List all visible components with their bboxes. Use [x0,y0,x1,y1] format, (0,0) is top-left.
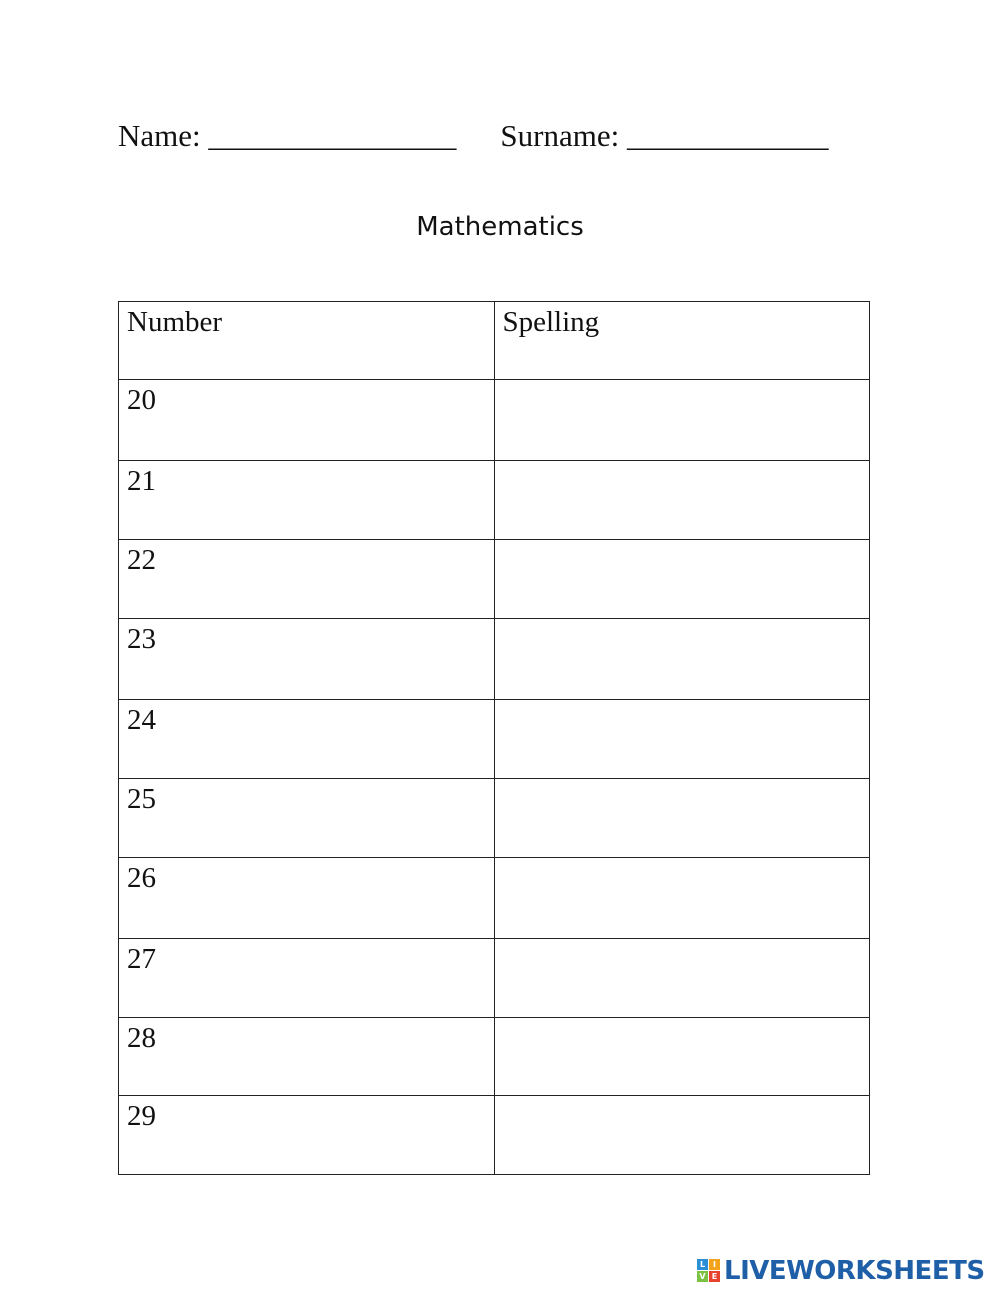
spelling-answer-cell[interactable] [494,461,870,540]
logo-letter: E [709,1271,720,1282]
spelling-answer-cell[interactable] [494,540,870,619]
surname-field-label[interactable]: Surname: _____________ [500,118,829,153]
table-row [119,858,870,939]
logo-letter: I [709,1259,720,1270]
logo-letter: L [697,1259,708,1270]
name-surname-line [118,116,878,156]
number-cell: 22 [119,540,495,619]
column-header-number: Number [119,302,495,380]
number-cell: 21 [119,461,495,540]
table-row [119,380,870,461]
table-row [119,619,870,700]
brand-wordmark: LIVEWORKSHEETS [724,1256,985,1286]
table-row [119,700,870,779]
table-row [119,1018,870,1096]
spelling-answer-cell[interactable] [494,1018,870,1096]
number-spelling-table [118,301,870,1175]
table-row [119,779,870,858]
spelling-answer-cell[interactable] [494,380,870,461]
table-row [119,1096,870,1175]
spelling-answer-cell[interactable] [494,700,870,779]
spelling-answer-cell[interactable] [494,939,870,1018]
table-row [119,939,870,1018]
column-header-spelling: Spelling [494,302,870,380]
number-cell: 28 [119,1018,495,1096]
number-cell: 25 [119,779,495,858]
number-cell: 23 [119,619,495,700]
liveworksheets-logo-icon [697,1259,721,1283]
table-row [119,540,870,619]
spelling-answer-cell[interactable] [494,1096,870,1175]
number-cell: 20 [119,380,495,461]
spelling-answer-cell[interactable] [494,779,870,858]
spelling-answer-cell[interactable] [494,619,870,700]
name-field-label[interactable]: Name: ________________ [118,118,457,153]
table-row [119,461,870,540]
subject-title: Mathematics [416,212,584,242]
logo-letter: V [697,1271,708,1282]
number-cell: 24 [119,700,495,779]
spelling-answer-cell[interactable] [494,858,870,939]
table-header-row [119,302,870,380]
number-cell: 27 [119,939,495,1018]
liveworksheets-brand [697,1253,985,1289]
number-cell: 29 [119,1096,495,1175]
number-cell: 26 [119,858,495,939]
